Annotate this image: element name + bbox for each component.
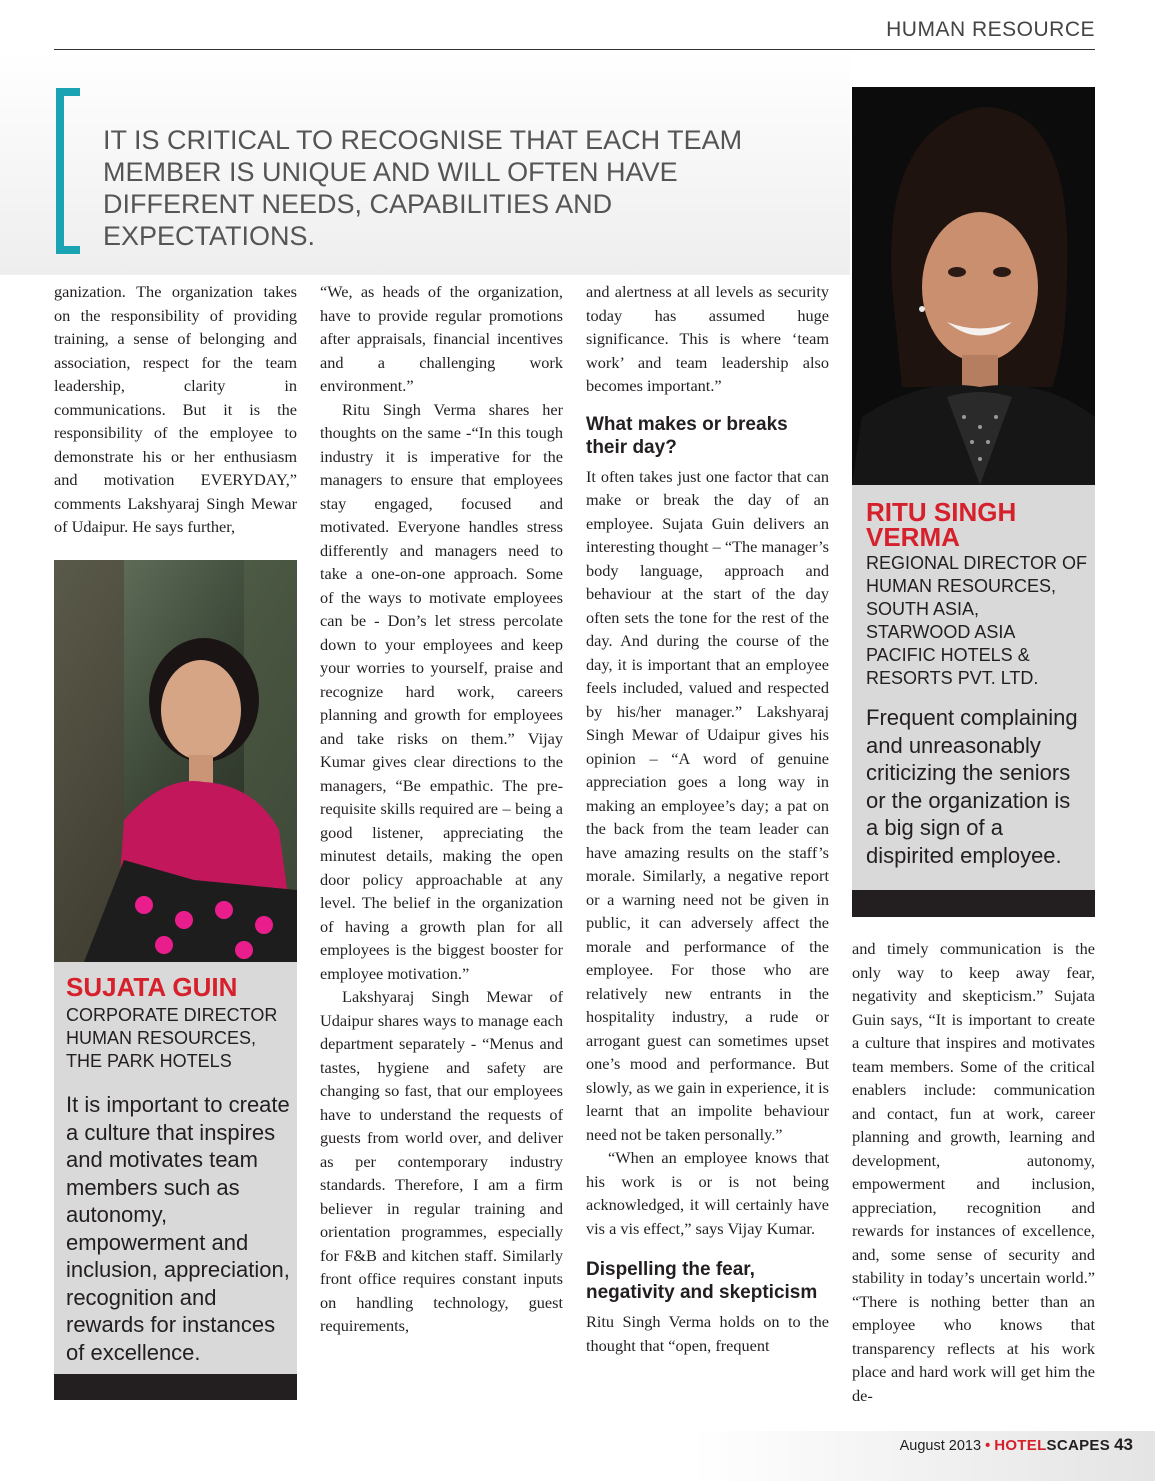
opening-bracket-icon <box>56 88 80 254</box>
ritu-singh-verma-quote: Frequent complaining and unreasonably criticizing the seniors or the organization is a big sign of a dispirited employee. <box>866 705 1078 868</box>
ritu-singh-verma-title: REGIONAL DIRECTOR OF HUMAN RESOURCES, SOUTH ASIA, STARWOOD ASIA PACIFIC HOTELS & RESORTS PVT. LTD. <box>866 553 1088 688</box>
column-1-paragraph: ganization. The organization takes on the responsibility of providing training, a sense of belonging and association, respect for the team leadership, clarity in communications. But it is the responsibility of the employee to demonstrate his or her enthusiasm and motivation EVERYDAY,” comments Lakshyaraj Singh Mewar of Udaipur. He says further, <box>54 282 297 536</box>
sujata-guin-photo <box>54 560 297 962</box>
column-3-paragraph-2: It often takes just one factor that can make or break the day of an employee. Sujata Guin delivers an interesting thought – “The manager’s body language, approach and behaviour at the start of the day often sets the tone for the rest of the day. And during the course of the day, it is important that an employee feels included, valued and respected by his/her manager.” Lakshyaraj Singh Mewar of Udaipur gives his opinion – “A word of genuine appreciation goes a long way in making an employee’s day; a pat on the back from the team leader can have amazing results on the staff’s morale. Similarly, a negative report or a warning need not be given in public, it can adversely affect the morale and performance of the employee. For those who are relatively new entrants in the hospitality industry, a rude or arrogant guest can sometimes upset one’s mood and performance. But slowly, as we gain in experience, it is learnt that an impolite behaviour need not be taken personally.” <box>586 466 829 1144</box>
article-column-4 <box>852 937 1095 1407</box>
sujata-guin-profile-text <box>66 972 294 1366</box>
column-2-paragraph-3: Lakshyaraj Singh Mewar of Udaipur shares ways to manage each department separately - “Menus and tastes, hygiene and safety are changing so fast, that our employees have to understand the requests of guests from world over, and deliver as per contemporary industry standards. Therefore, I am a firm believer in regular training and orientation programmes, especially for F&B and kitchen staff. Similarly front office requires constant inputs on handling technology, guest requirements, <box>320 987 563 1335</box>
column-3-paragraph-1: and alertness at all levels as security today has assumed huge significance. This is where ‘team work’ and team leadership also becomes important.” <box>586 282 829 395</box>
magazine-name <box>994 1437 1110 1454</box>
ritu-singh-verma-name: RITU SINGH VERMA <box>866 497 1017 552</box>
sujata-guin-portrait-illustration <box>54 560 297 962</box>
subheading-dispelling-fear: Dispelling the fear, negativity and skepticism <box>586 1259 818 1303</box>
column-3-paragraph-4: Ritu Singh Verma holds on to the thought that “open, frequent <box>586 1312 829 1355</box>
pull-quote: IT IS CRITICAL TO RECOGNISE THAT EACH TEAM MEMBER IS UNIQUE AND WILL OFTEN HAVE DIFFERENT NEEDS, CAPABILITIES AND EXPECTATIONS. <box>103 125 743 251</box>
article-column-2 <box>320 280 563 1338</box>
column-4-paragraph-1: and timely communication is the only way to keep away fear, negativity and skepticism.” Sujata Guin says, “It is important to create a culture that inspires and motivates team members. Some of the critical enablers include: communication and contact, fun at work, career planning and growth, learning and development, autonomy, empowerment and inclusion, appreciation, recognition and rewards for instances of excellence, and, some sense of security and stability in today’s uncertain world.” “There is nothing better than an employee who knows that transparency reflects at his work place and hard work will get him the de- <box>852 939 1095 1405</box>
ritu-singh-verma-portrait-illustration <box>852 87 1095 485</box>
magazine-name-scapes: SCAPES <box>1046 1437 1111 1454</box>
article-column-3 <box>586 280 829 1357</box>
sujata-guin-title: CORPORATE DIRECTOR HUMAN RESOURCES, THE PARK HOTELS <box>66 1005 278 1071</box>
ritu-singh-verma-bottom-bar <box>852 890 1095 917</box>
ritu-singh-verma-profile-text <box>866 497 1088 869</box>
magazine-name-hotel: HOTEL <box>994 1437 1047 1454</box>
column-3-paragraph-3: “When an employee knows that his work is or is not being acknowledged, it will certainly have vis a vis effect,” says Vijay Kumar. <box>586 1148 829 1238</box>
column-2-paragraph-2: Ritu Singh Verma shares her thoughts on the same -“In this tough industry it is imperative for the managers to ensure that employees stay engaged, focused and motivated. Everyone handles stress differently and managers need to take a one-on-one approach. Some of the ways to motivate employees can be - Don’s let stress percolate down to your employees and keep your worries to yourself, praise and recognize hard work, careers planning and growth for employees and take risks on them.” Vijay Kumar gives clear directions to the managers, “Be empathic. The pre-requisite skills required are – being a good listener, appreciating the minutest details, making the open door policy approachable at any level. The belief in the organization of having a growth plan for all employees is the biggest booster for employee motivation.” <box>320 399 563 983</box>
subheading-makes-or-breaks: What makes or breaks their day? <box>586 413 788 458</box>
page-footer <box>900 1435 1133 1455</box>
sujata-guin-bottom-bar <box>54 1374 297 1400</box>
article-column-1 <box>54 280 297 539</box>
sujata-guin-quote: It is important to create a culture that inspires and motivates team members such as autonomy, empowerment and inclusion, appreciation, recognition and rewards for instances of excellence. <box>66 1092 290 1365</box>
column-2-paragraph-1: “We, as heads of the organization, have to provide regular promotions after appraisals, financial incentives and a challenging work environment.” <box>320 282 563 395</box>
issue-date: August 2013 <box>899 1438 982 1454</box>
sujata-guin-name: SUJATA GUIN <box>66 972 238 1002</box>
footer-separator-dot: • <box>985 1438 991 1454</box>
ritu-singh-verma-photo <box>852 87 1095 485</box>
section-label: HUMAN RESOURCE <box>886 18 1095 41</box>
page-number: 43 <box>1114 1435 1133 1454</box>
